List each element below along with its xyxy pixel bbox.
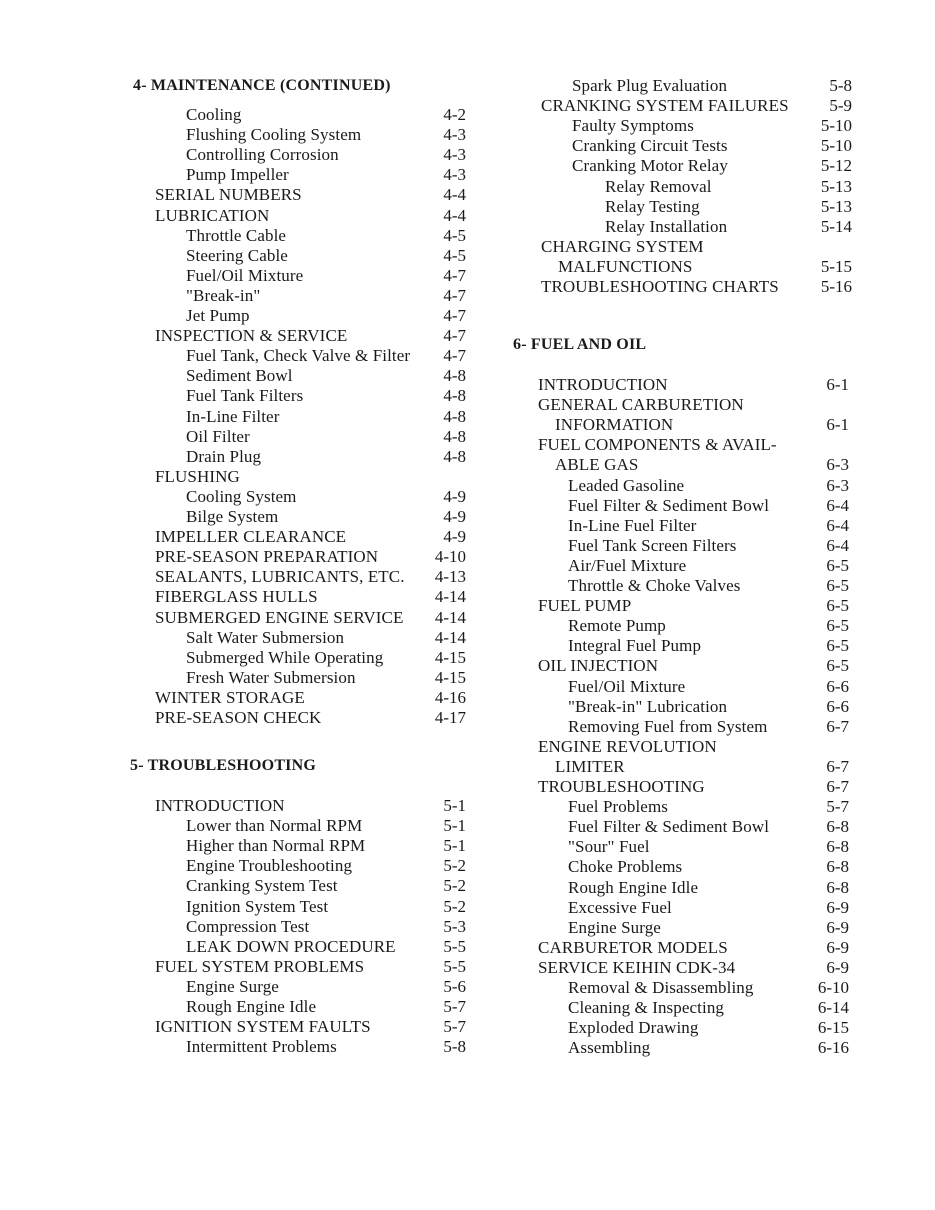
toc-entry-label: Relay Removal <box>605 176 712 196</box>
toc-entry-label: CHARGING SYSTEM <box>541 236 704 256</box>
section-5-heading: 5- TROUBLESHOOTING <box>130 757 317 774</box>
toc-entry-page-number: 5-1 <box>443 816 466 836</box>
toc-entry-page-number: 4-2 <box>443 105 466 124</box>
toc-entry-page-number: 6-6 <box>826 676 849 696</box>
toc-entry-label: IGNITION SYSTEM FAULTS <box>155 1017 371 1037</box>
toc-entry-label: Fuel Filter & Sediment Bowl <box>568 495 770 515</box>
toc-entry-label: CRANKING SYSTEM FAILURES <box>541 96 789 116</box>
toc-entry-page-number: 5-12 <box>820 156 852 176</box>
toc-entry-label: SEALANTS, LUBRICANTS, ETC. <box>155 567 405 587</box>
toc-entry-label: Sediment Bowl <box>186 366 293 386</box>
toc-entry-label: INTRODUCTION <box>155 796 285 815</box>
toc-entry-label: Removing Fuel from System <box>568 716 768 736</box>
toc-entry-page-number: 5-3 <box>443 916 466 936</box>
toc-entry-label: OIL INJECTION <box>538 656 659 676</box>
toc-entry-label: FIBERGLASS HULLS <box>155 587 318 607</box>
toc-entry-page-number: 4-8 <box>443 426 466 446</box>
toc-entry-label: FUEL SYSTEM PROBLEMS <box>155 956 365 976</box>
toc-entry-label: FUEL PUMP <box>538 596 632 616</box>
toc-entry-label: "Sour" Fuel <box>568 837 650 857</box>
toc-entry-label: Cooling System <box>186 486 297 506</box>
toc-entry-page-number: 6-9 <box>826 917 849 937</box>
toc-entry-label: INSPECTION & SERVICE <box>155 326 348 346</box>
toc-entry-label: Engine Troubleshooting <box>186 856 353 876</box>
toc-entry-page-number: 4-15 <box>434 647 466 667</box>
toc-entry-label: TROUBLESHOOTING <box>538 777 705 796</box>
toc-entry-label: Pump Impeller <box>186 165 289 185</box>
toc-entry-label: Assembling <box>568 1038 651 1058</box>
toc-entry-label: Fuel/Oil Mixture <box>568 676 686 696</box>
toc-entry-page-number: 6-14 <box>817 998 849 1018</box>
toc-entry-label: Engine Surge <box>186 976 279 996</box>
toc-entry-page-number: 6-16 <box>817 1038 849 1058</box>
toc-entry-page-number: 4-9 <box>443 486 466 506</box>
toc-entry-label: LUBRICATION <box>155 205 270 225</box>
toc-entry-label: Submerged While Operating <box>186 647 384 667</box>
toc-entry-label: Spark Plug Evaluation <box>572 76 728 95</box>
toc-entry-label: LEAK DOWN PROCEDURE <box>186 936 396 956</box>
toc-entry-page-number: 5-2 <box>443 876 466 896</box>
toc-entry-label: Fuel Filter & Sediment Bowl <box>568 817 770 837</box>
toc-entry-page-number: 4-13 <box>434 567 466 587</box>
toc-entry-label: PRE-SEASON CHECK <box>155 708 322 727</box>
toc-entry-page-number: 6-9 <box>826 897 849 917</box>
toc-entry-label: SERVICE KEIHIN CDK-34 <box>538 957 736 977</box>
toc-entry-label: ABLE GAS <box>555 455 639 475</box>
toc-entry-label: IMPELLER CLEARANCE <box>155 527 347 547</box>
toc-entry-label: Jet Pump <box>186 306 250 325</box>
toc-entry-label: MALFUNCTIONS <box>558 256 693 276</box>
toc-entry-label: Steering Cable <box>186 245 288 265</box>
toc-entry-label: Cleaning & Inspecting <box>568 998 725 1018</box>
toc-entry-label: Relay Testing <box>605 196 700 216</box>
toc-entry-page-number: 6-8 <box>826 817 849 837</box>
toc-entry-page-number: 4-9 <box>443 507 466 526</box>
toc-entry-label: Fresh Water Submersion <box>186 667 356 687</box>
toc-entry-label: Fuel Tank Screen Filters <box>568 535 737 555</box>
toc-entry-label: Excessive Fuel <box>568 897 672 917</box>
toc-entry-label: Ignition System Test <box>186 896 329 916</box>
toc-entry-page-number: 6-8 <box>826 857 849 877</box>
toc-entry-page-number: 5-7 <box>826 797 849 817</box>
toc-entry-page-number: 5-13 <box>820 196 852 216</box>
toc-entry-label: INFORMATION <box>555 415 674 435</box>
toc-entry-label: Faulty Symptoms <box>572 116 694 136</box>
toc-entry-page-number: 6-3 <box>826 455 849 475</box>
toc-entry-label: Throttle Cable <box>186 225 287 245</box>
toc-entry-label: Engine Surge <box>568 917 661 937</box>
toc-entry-page-number: 4-7 <box>443 306 466 325</box>
toc-entry-page-number: 4-3 <box>443 145 466 165</box>
toc-entry-page-number: 4-7 <box>443 285 466 305</box>
toc-entry-page-number: 4-8 <box>443 366 466 386</box>
toc-entry-label: SERIAL NUMBERS <box>155 185 302 205</box>
toc-entry-label: WINTER STORAGE <box>155 687 305 707</box>
toc-entry-page-number: 4-16 <box>434 687 466 707</box>
toc-entry-page-number: 5-2 <box>443 896 466 916</box>
toc-entry-page-number: 6-7 <box>826 756 849 776</box>
toc-entry-page-number: 6-7 <box>826 716 849 736</box>
toc-entry-page-number: 5-10 <box>820 136 852 156</box>
toc-entry-page-number: 5-7 <box>443 997 466 1016</box>
toc-entry-page-number: 5-6 <box>443 976 466 996</box>
toc-entry-label: Leaded Gasoline <box>568 475 685 495</box>
toc-entry-page-number: 6-6 <box>826 696 849 716</box>
toc-entry-page-number: 4-7 <box>443 265 466 285</box>
toc-entry-label: Cranking Circuit Tests <box>572 136 728 156</box>
toc-entry-page-number: 4-8 <box>443 406 466 426</box>
toc-entry-label: "Break-in" Lubrication <box>568 696 728 716</box>
toc-entry-label: Fuel/Oil Mixture <box>186 265 304 285</box>
toc-entry-label: Relay Installation <box>605 216 728 236</box>
toc-entry-page-number: 5-1 <box>443 796 466 815</box>
toc-entry-label: In-Line Filter <box>186 406 280 426</box>
toc-entry-page-number: 4-15 <box>434 667 466 687</box>
toc-entry-page-number: 6-5 <box>826 656 849 676</box>
toc-entry-label: Salt Water Submersion <box>186 627 345 647</box>
toc-entry-page-number: 6-8 <box>826 877 849 897</box>
toc-entry-page-number: 4-7 <box>443 326 466 346</box>
toc-entry-page-number: 5-7 <box>443 1017 466 1037</box>
toc-entry-label: Oil Filter <box>186 426 250 446</box>
toc-entry-page-number: 4-7 <box>443 346 466 366</box>
toc-entry-page-number: 6-7 <box>826 777 849 796</box>
toc-entry-page-number: 6-5 <box>826 636 849 656</box>
toc-entry-page-number: 5-8 <box>829 76 852 95</box>
toc-entry-label: Cooling <box>186 105 242 124</box>
toc-entry-page-number: 6-1 <box>826 375 849 394</box>
toc-entry-label: Remote Pump <box>568 616 666 636</box>
toc-entry-page-number: 4-14 <box>434 627 466 647</box>
toc-entry-label: Rough Engine Idle <box>186 997 317 1016</box>
toc-entry-label: Throttle & Choke Valves <box>568 576 741 595</box>
toc-entry-label: Cranking System Test <box>186 876 338 896</box>
toc-entry-label: Removal & Disassembling <box>568 978 754 997</box>
toc-entry-page-number: 4-8 <box>443 386 466 406</box>
toc-entry-label: Lower than Normal RPM <box>186 816 363 836</box>
toc-entry-page-number: 5-14 <box>820 216 852 236</box>
toc-entry-label: Intermittent Problems <box>186 1037 337 1057</box>
toc-entry-label: Bilge System <box>186 507 279 526</box>
toc-entry-page-number: 5-8 <box>443 1037 466 1057</box>
toc-entry-page-number: 4-10 <box>434 547 466 567</box>
toc-entry-page-number: 6-4 <box>826 515 849 535</box>
toc-entry-page-number: 6-5 <box>826 555 849 575</box>
toc-entry-page-number: 4-17 <box>434 708 466 727</box>
toc-entry-label: In-Line Fuel Filter <box>568 515 697 535</box>
toc-entry-label: Fuel Problems <box>568 797 668 817</box>
toc-entry-label: CARBURETOR MODELS <box>538 937 728 957</box>
toc-entry-page-number: 4-14 <box>434 587 466 607</box>
toc-entry-label: Exploded Drawing <box>568 1018 699 1038</box>
toc-entry-page-number: 6-9 <box>826 937 849 957</box>
toc-entry-label: FUEL COMPONENTS & AVAIL- <box>538 435 777 455</box>
toc-entry-label: ENGINE REVOLUTION <box>538 736 717 756</box>
toc-entry-page-number: 6-4 <box>826 535 849 555</box>
toc-entry-page-number: 6-5 <box>826 596 849 616</box>
toc-entry-page-number: 6-4 <box>826 495 849 515</box>
toc-entry-label: SUBMERGED ENGINE SERVICE <box>155 607 404 627</box>
toc-entry-label: INTRODUCTION <box>538 375 668 394</box>
toc-entry-label: Cranking Motor Relay <box>572 156 728 176</box>
toc-entry-page-number: 6-10 <box>817 978 849 997</box>
toc-entry-label: TROUBLESHOOTING CHARTS <box>541 277 779 296</box>
toc-entry-label: Rough Engine Idle <box>568 877 699 897</box>
toc-entry-page-number: 5-5 <box>443 936 466 956</box>
toc-entry-label: Fuel Tank Filters <box>186 386 304 406</box>
toc-entry-label: Air/Fuel Mixture <box>568 555 687 575</box>
section-4-heading: 4- MAINTENANCE (CONTINUED) <box>133 77 391 94</box>
toc-entry-label: FLUSHING <box>155 466 240 486</box>
toc-entry-page-number: 4-9 <box>443 527 466 547</box>
toc-entry-label: Higher than Normal RPM <box>186 836 366 856</box>
toc-entry-label: Drain Plug <box>186 446 262 466</box>
toc-entry-page-number: 5-16 <box>820 277 852 296</box>
toc-entry-label: Fuel Tank, Check Valve & Filter <box>186 346 411 366</box>
toc-entry-label: Controlling Corrosion <box>186 145 339 165</box>
toc-entry-page-number: 5-10 <box>820 116 852 136</box>
toc-entry-label: "Break-in" <box>186 285 261 305</box>
toc-entry-page-number: 4-8 <box>443 446 466 466</box>
toc-entry-label: LIMITER <box>555 756 625 776</box>
toc-entry-label: Flushing Cooling System <box>186 125 362 145</box>
toc-entry-page-number: 6-9 <box>826 957 849 977</box>
toc-entry-page-number: 6-15 <box>817 1018 849 1038</box>
toc-entry-page-number: 4-3 <box>443 125 466 145</box>
toc-entry-page-number: 4-4 <box>443 205 466 225</box>
toc-entry-page-number: 4-5 <box>443 245 466 265</box>
toc-entry-page-number: 5-5 <box>443 956 466 976</box>
toc-entry-label: Compression Test <box>186 916 310 936</box>
toc-entry-page-number: 6-1 <box>826 415 849 435</box>
toc-entry-page-number: 6-3 <box>826 475 849 495</box>
toc-entry-page-number: 5-9 <box>829 96 852 116</box>
section-6-heading: 6- FUEL AND OIL <box>513 336 647 353</box>
toc-entry-label: PRE-SEASON PREPARATION <box>155 547 379 567</box>
toc-entry-page-number: 6-5 <box>826 616 849 636</box>
toc-entry-page-number: 4-4 <box>443 185 466 205</box>
toc-entry-page-number: 4-5 <box>443 225 466 245</box>
toc-entry-label: Integral Fuel Pump <box>568 636 702 656</box>
toc-entry-page-number: 4-3 <box>443 165 466 185</box>
toc-entry-page-number: 6-8 <box>826 837 849 857</box>
toc-entry-page-number: 5-2 <box>443 856 466 876</box>
toc-entry-label: Choke Problems <box>568 857 683 877</box>
toc-entry-label: GENERAL CARBURETION <box>538 395 744 415</box>
toc-entry-page-number: 6-5 <box>826 576 849 595</box>
toc-entry-page-number: 4-14 <box>434 607 466 627</box>
toc-entry-page-number: 5-1 <box>443 836 466 856</box>
toc-entry-page-number: 5-15 <box>820 256 852 276</box>
toc-entry-page-number: 5-13 <box>820 176 852 196</box>
